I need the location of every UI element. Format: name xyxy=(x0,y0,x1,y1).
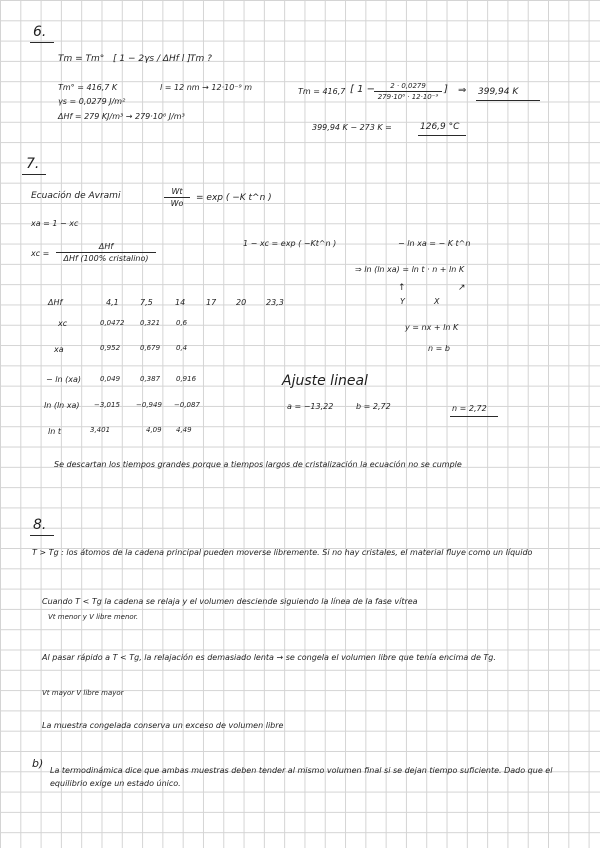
fast-cooling-volumes: Vt mayor V libre mayor xyxy=(42,689,124,697)
table-cell: 0,952 xyxy=(100,344,121,352)
tm-calc-arrow: ⇒ xyxy=(458,85,467,96)
table-cell: 0,321 xyxy=(140,319,161,327)
table-cell: 0,4 xyxy=(176,344,188,352)
row-label: xc xyxy=(58,319,68,328)
table-cell: 3,401 xyxy=(90,426,111,434)
tm-calc-fraction xyxy=(374,82,442,101)
kelvin-to-celsius: 399,94 K − 273 K = xyxy=(312,123,392,132)
tm-calc-bracket-close: ] xyxy=(444,84,448,95)
avrami-denominator: Wo xyxy=(170,199,184,208)
avrami-rhs: = exp ( −K t^n ) xyxy=(196,193,272,203)
section-7-underline xyxy=(22,174,46,175)
avrami-fraction xyxy=(164,187,190,208)
section-8-underline xyxy=(30,535,54,536)
table-cell: 0,049 xyxy=(100,375,121,383)
part-b-label: b) xyxy=(32,757,44,770)
x-variable: X xyxy=(434,297,440,306)
fit-b: b = 2,72 xyxy=(356,402,391,411)
table-cell: 7,5 xyxy=(140,298,153,307)
section-8-number: 8. xyxy=(33,517,47,533)
tm-calc-lhs: Tm = 416,7 xyxy=(298,87,346,96)
table-cell: 4,49 xyxy=(176,426,192,434)
unknown-tm: Tm ? xyxy=(190,54,212,64)
table-cell: 0,679 xyxy=(140,344,161,352)
table-cell: 4,1 xyxy=(106,298,119,307)
paragraph-fast-cooling: Al pasar rápido a T < Tg, la relajación es demasiado lenta → se congela el volumen libre que tenía encima de Tg. xyxy=(42,653,496,662)
table-cell: 0,6 xyxy=(176,319,188,327)
avrami-step-2: − ln xa = − K t^n xyxy=(398,239,471,248)
table-cell: 20 xyxy=(236,298,247,307)
arrow-up-y: ↑ xyxy=(398,283,406,293)
discard-note: Se descartan los tiempos grandes porque a tiempos largos de cristalización la ecuación no se cumple xyxy=(54,460,462,469)
row-label: ln (ln xa) xyxy=(44,401,80,410)
avrami-step-1: 1 − xc = exp ( −Kt^n ) xyxy=(243,239,337,248)
xc-fraction xyxy=(56,242,156,263)
table-cell: 23,3 xyxy=(266,298,284,307)
fit-a: a = −13,22 xyxy=(287,402,334,411)
frozen-sample-note: La muestra congelada conserva un exceso de volumen libre xyxy=(42,721,284,730)
result-underline xyxy=(450,416,498,417)
table-cell: 17 xyxy=(206,298,217,307)
n-equals-b: n = b xyxy=(428,344,450,353)
row-label: ΔHf xyxy=(48,298,63,307)
section-7-number: 7. xyxy=(26,156,40,172)
table-cell: −0,087 xyxy=(174,401,200,409)
avrami-label: Ecuación de Avrami xyxy=(31,191,121,201)
paragraph-slow-cooling: Cuando T < Tg la cadena se relaja y el volumen desciende siguiendo la línea de la fase vítrea xyxy=(42,597,418,606)
xc-lhs: xc = xyxy=(31,249,50,258)
avrami-step-3: ⇒ ln (ln xa) = ln t · n + ln K xyxy=(355,265,465,274)
table-cell: 0,387 xyxy=(140,375,161,383)
tm-calc-numerator: 2 · 0,0279 xyxy=(390,82,426,90)
tm-calc-bracket-open: [ 1 − xyxy=(350,84,375,95)
paragraph-thermodynamics: La termodinámica dice que ambas muestras deben tender al mismo volumen final si se dejan tiempo suficiente. Dado que el equilibrio exige un estado único. xyxy=(50,766,553,788)
section-6-underline xyxy=(30,42,54,43)
tm-calc-denominator: 279·10⁶ · 12·10⁻⁹ xyxy=(377,93,439,101)
result-underline xyxy=(476,100,540,101)
fraction-line xyxy=(164,197,190,198)
tm-result-celsius: 126,9 °C xyxy=(420,122,460,132)
fit-title: Ajuste lineal xyxy=(282,373,368,389)
section-6-number: 6. xyxy=(33,24,47,40)
table-cell: 0,916 xyxy=(176,375,197,383)
row-label: ln t xyxy=(48,427,61,436)
melting-formula-bracket: [ 1 − 2γs / ΔHf l ] xyxy=(113,54,191,64)
y-variable: Y xyxy=(400,297,405,306)
fraction-line xyxy=(374,91,442,92)
table-cell: −0,949 xyxy=(136,401,162,409)
table-cell: −3,015 xyxy=(94,401,120,409)
lamella-thickness: l = 12 nm → 12·10⁻⁹ m xyxy=(160,83,253,92)
avrami-numerator: Wt xyxy=(171,187,183,196)
tm0-value: Tm° = 416,7 K xyxy=(58,83,118,92)
table-cell: 14 xyxy=(175,298,186,307)
enthalpy-value: ΔHf = 279 KJ/m³ → 279·10⁶ J/m³ xyxy=(58,112,185,121)
melting-formula-lhs: Tm = Tm° xyxy=(58,54,105,64)
tm-result-kelvin: 399,94 K xyxy=(478,87,519,97)
row-label: − ln (xa) xyxy=(46,375,81,384)
xc-denominator: ΔHf (100% cristalino) xyxy=(63,254,149,263)
result-underline xyxy=(418,135,466,136)
gamma-value: γs = 0,0279 J/m² xyxy=(58,97,126,106)
slow-cooling-volumes: Vt menor y V libre menor. xyxy=(48,613,139,621)
fit-n: n = 2,72 xyxy=(452,404,487,413)
paragraph-above-tg: T > Tg : los átomos de la cadena principal pueden moverse libremente. Si no hay cristales, el material fluye como un líquido xyxy=(32,548,533,557)
row-label: xa xyxy=(54,345,64,354)
arrow-up-x: ↗ xyxy=(458,283,466,293)
table-cell: 4,09 xyxy=(146,426,162,434)
fraction-line xyxy=(56,252,156,253)
table-cell: 0,0472 xyxy=(100,319,125,327)
xa-definition: xa = 1 − xc xyxy=(31,219,79,228)
linear-equation: y = nx + ln K xyxy=(405,323,459,332)
xc-numerator: ΔHf xyxy=(98,242,114,251)
